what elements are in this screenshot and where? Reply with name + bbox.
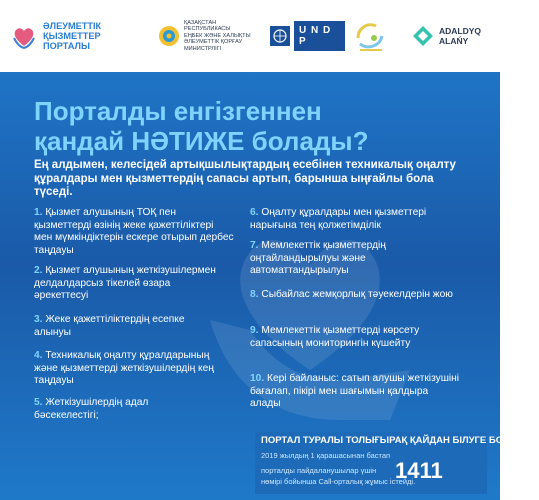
logo-bar: [0, 0, 500, 72]
portal-logo-line1: ӘЛЕУМЕТТІК: [43, 21, 102, 31]
cta-title: ПОРТАЛ ТУРАЛЫ ТОЛЫҒЫРАҚ ҚАЙДАН БІЛУГЕ БОЛАДЫ?: [261, 435, 539, 446]
undp-logo: [270, 0, 345, 72]
ministry-line2: ЕҢБЕК ЖӘНЕ ХАЛЫҚТЫ: [184, 32, 251, 39]
list-item: 7. Мемлекеттік қызметтердің оңтайландырылуы және автоматтандырылуы: [250, 240, 386, 276]
portal-logo-line2: ҚЫЗМЕТТЕР ПОРТАЛЫ: [43, 31, 101, 51]
list-item: 9. Мемлекеттік қызметтерді көрсету сапасының мониторингін күшейту: [250, 325, 420, 349]
aleumettik-portal-logo: [10, 0, 140, 72]
state-emblem-icon: [158, 25, 180, 47]
ministry-line4: МИНИСТРЛІГІ: [184, 45, 222, 52]
ministry-emblem-logo: [158, 0, 263, 72]
adaldyq-line1: ADALDYQ: [439, 26, 482, 36]
adaldyq-alany-logo: [412, 0, 497, 72]
ministry-line3: ӘЛЕУМЕТТІК ҚОРҒАУ: [184, 39, 243, 46]
list-item: 1. Қызмет алушының ТОҚ пен қызметтерді өзінің жеке қажеттіліктері мен мүмкіндіктерін ескере отырып дербес таңдауы: [34, 207, 234, 256]
list-item: 10. Кері байланыс: сатып алушы жеткізушіні бағалап, пікірі мен шағымын қалдыра алады: [250, 373, 460, 409]
adaldyq-line2: ALAŃY: [439, 36, 469, 46]
heart-hands-icon: [10, 22, 38, 50]
diamond-icon: [412, 25, 434, 47]
call-center-box: [255, 432, 539, 494]
ministry-line1: ҚАЗАҚСТАН РЕСПУБЛИКАСЫ: [184, 19, 231, 33]
leaf-circle-icon: [350, 16, 390, 56]
cta-line1: 2019 жылдың 1 қарашасынан бастап: [261, 451, 391, 460]
subtitle: Ең алдымен, келесідей артықшылықтардың есебінен техникалық оңалту құралдары мен қызметтердің сапасы артып, барынша ыңғайлы бола түседі.: [34, 159, 456, 198]
call-center-number: 1411: [395, 458, 443, 483]
list-item: 4. Техникалық оңалту құралдарының және қызметтерді жеткізушілердің кең таңдауы: [34, 350, 214, 386]
list-item: 5. Жеткізушілердің адал бәсекелестігі;: [34, 397, 149, 421]
cta-line3: нөмірі бойынша Call-орталық жұмыс істейді.: [261, 477, 416, 486]
list-item: 8. Сыбайлас жемқорлық тәуекелдерін жою: [250, 289, 453, 300]
list-item: 2. Қызмет алушының жеткізушілермен делдалдарсыз тікелей өзара әрекеттесуі: [34, 265, 216, 301]
headline-line2: қандай НӘТИЖЕ болады?: [34, 126, 369, 156]
headline-line1: Порталды енгізгеннен: [34, 96, 322, 126]
un-emblem-icon: [270, 26, 290, 46]
list-item: 6. Оңалту құралдары мен қызметтері нарығына тең қолжетімділік: [250, 207, 427, 231]
cta-line2: порталды пайдаланушылар үшін: [261, 466, 377, 475]
inclusion-logo: [350, 0, 405, 72]
list-item: 3. Жеке қажеттіліктердің есепке алынуы: [34, 314, 185, 338]
undp-text: U N D P: [294, 21, 345, 51]
headline: [34, 96, 474, 156]
